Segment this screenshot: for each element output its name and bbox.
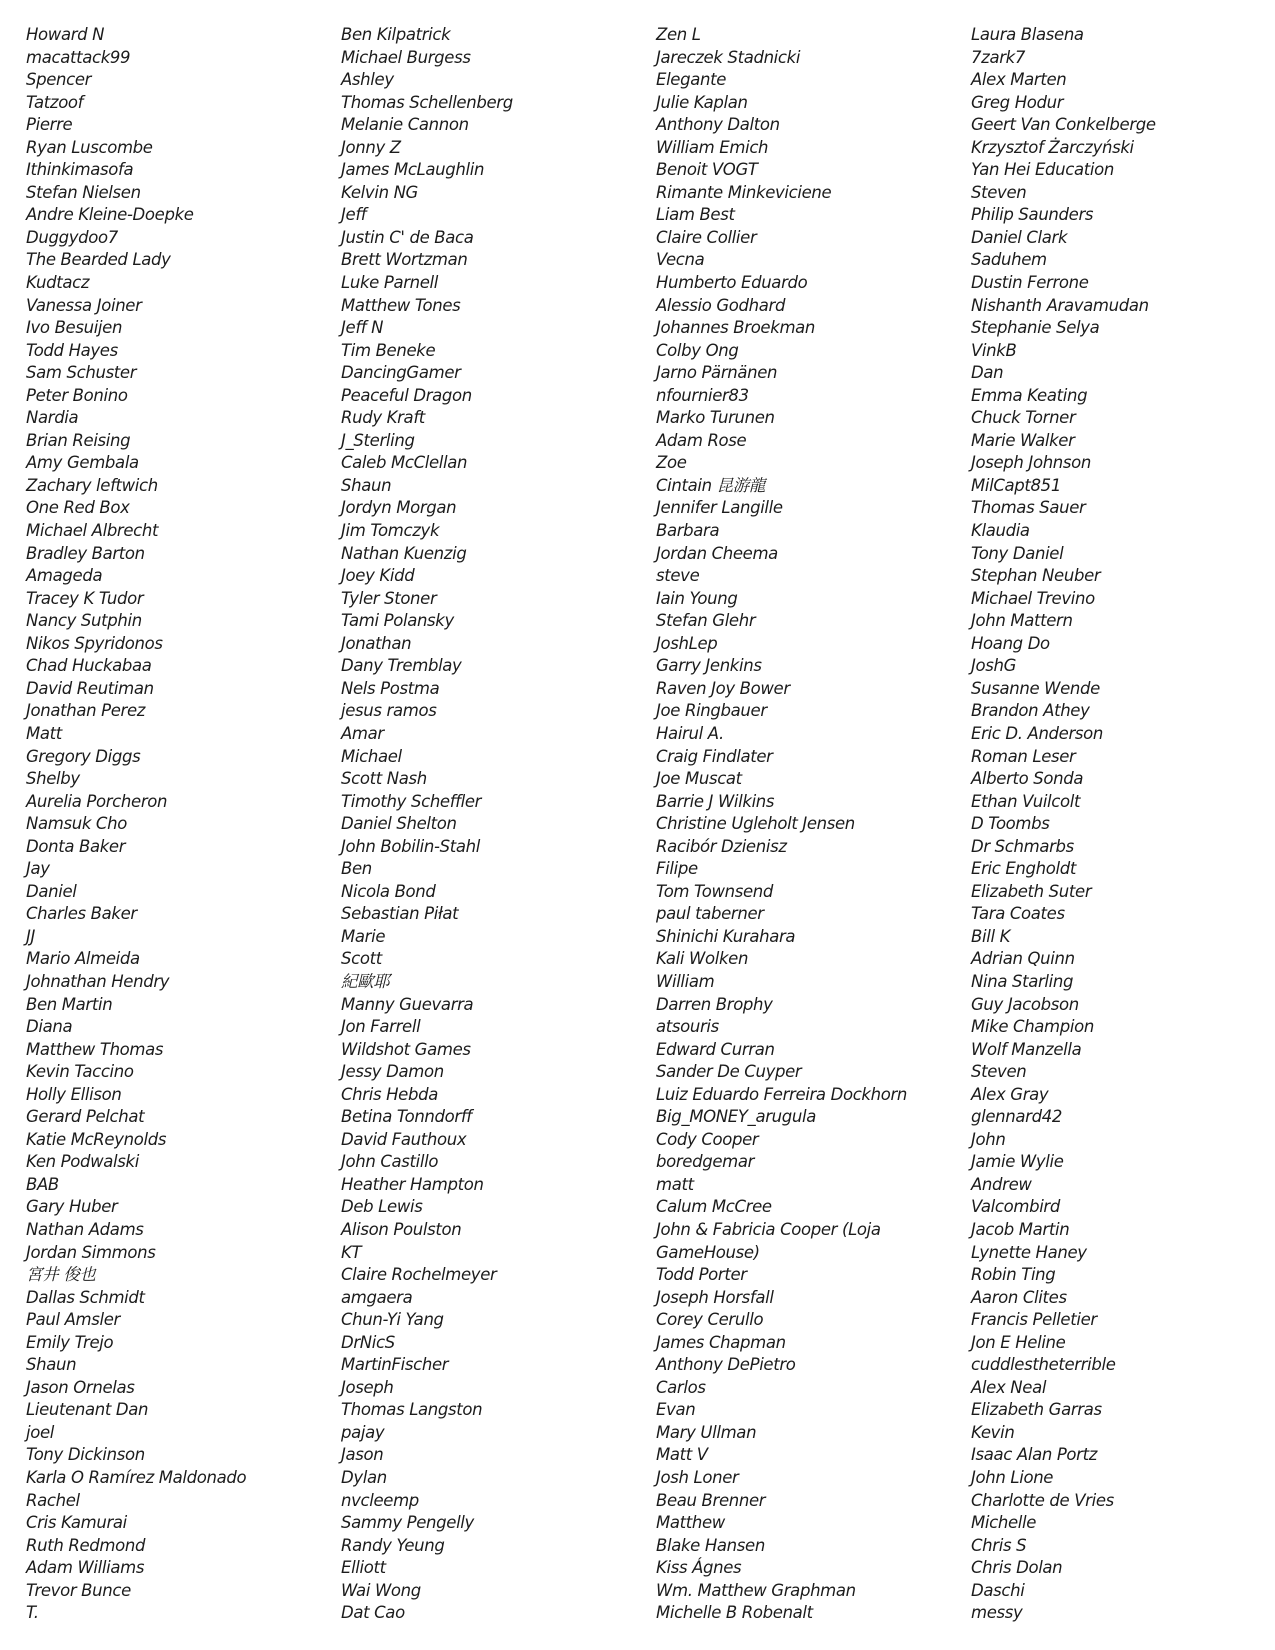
backer-name: boredgemar: [656, 1152, 755, 1172]
backer-name: Jarno Pärnänen: [656, 363, 778, 383]
backer-name: Michael Burgess: [341, 47, 471, 67]
backer-name: Liam Best: [656, 205, 735, 225]
backer-name: Chun-Yi Yang: [341, 1310, 444, 1330]
backer-name: Deb Lewis: [341, 1197, 423, 1217]
backer-name: Dallas Schmidt: [26, 1287, 145, 1307]
backer-name: Rachel: [26, 1490, 80, 1510]
backer-name: Jonny Z: [341, 137, 401, 157]
backer-name: Anthony DePietro: [656, 1355, 796, 1375]
backer-name: Jason: [341, 1445, 384, 1465]
backer-name: Jordyn Morgan: [341, 498, 457, 518]
backer-name: Saduhem: [971, 250, 1047, 270]
backer-name: Darren Brophy: [656, 994, 773, 1014]
backer-name: JoshLep: [656, 633, 718, 653]
backer-name: Hoang Do: [971, 633, 1050, 653]
backer-name: Calum McCree: [656, 1197, 772, 1217]
backer-name: Diana: [26, 1017, 73, 1037]
backer-name: Garry Jenkins: [656, 656, 762, 676]
backer-name: Jareczek Stadnicki: [656, 47, 801, 67]
backer-name: Adrian Quinn: [971, 949, 1075, 969]
backer-name: John: [971, 1129, 1006, 1149]
backer-name: Dylan: [341, 1468, 387, 1487]
backer-name: Ethan Vuilcolt: [971, 791, 1081, 811]
backer-name: Ithinkimasofa: [26, 160, 134, 180]
backer-name: Racibór Dzienisz: [656, 836, 787, 856]
backer-name: Dan: [971, 363, 1004, 383]
backer-name: T.: [26, 1603, 39, 1623]
backer-name: Nishanth Aravamudan: [971, 295, 1149, 315]
backer-name: Matthew Tones: [341, 295, 461, 315]
backer-name: joel: [26, 1422, 55, 1442]
backer-name: Mike Champion: [971, 1017, 1094, 1037]
backer-name: Sebastian Piłat: [341, 904, 459, 924]
backer-name: Chris Hebda: [341, 1084, 438, 1104]
backer-name: Timothy Scheffler: [341, 791, 482, 811]
backer-name: Raven Joy Bower: [656, 678, 790, 698]
backer-name: Namsuk Cho: [26, 814, 127, 834]
backer-name: Thomas Langston: [341, 1400, 483, 1420]
backer-name: Wildshot Games: [341, 1039, 471, 1059]
backer-name: Matt V: [656, 1445, 708, 1465]
backer-name: Zachary leftwich: [26, 475, 158, 495]
backer-name: Charles Baker: [26, 904, 137, 924]
backer-name: Geert Van Conkelberge: [971, 115, 1156, 135]
backer-name: Mario Almeida: [26, 949, 140, 969]
backer-name: James Chapman: [656, 1332, 786, 1352]
backer-name: The Bearded Lady: [26, 250, 171, 270]
backer-name: Luiz Eduardo Ferreira Dockhorn: [656, 1084, 908, 1104]
backer-name: Michelle B Robenalt: [656, 1603, 813, 1623]
backer-name: Daniel: [26, 881, 77, 901]
backer-name: Craig Findlater: [656, 746, 773, 766]
backer-name: Tony Daniel: [971, 543, 1064, 563]
backer-name: Nathan Kuenzig: [341, 543, 467, 563]
backer-name: Justin C' de Baca: [341, 227, 474, 247]
backer-name: Ben: [341, 859, 372, 879]
backer-name: Philip Saunders: [971, 205, 1094, 225]
backer-name: Adam Rose: [656, 430, 747, 450]
backer-name: Peaceful Dragon: [341, 385, 472, 405]
backer-name: 宮井 俊也: [26, 1265, 96, 1285]
backer-name: Chris Dolan: [971, 1558, 1063, 1578]
backer-name: Greg Hodur: [971, 92, 1064, 112]
backer-name: Lynette Haney: [971, 1242, 1087, 1262]
backer-name: Pierre: [26, 115, 73, 135]
backer-name: Vanessa Joiner: [26, 295, 142, 315]
backer-name: Tara Coates: [971, 904, 1065, 924]
backer-name: DrNicS: [341, 1332, 395, 1352]
backer-name: Michelle: [971, 1513, 1037, 1533]
backer-name: Barrie J Wilkins: [656, 791, 775, 811]
backer-name: Nina Starling: [971, 971, 1074, 991]
backer-name: Shaun: [341, 475, 392, 495]
backer-name: Beau Brenner: [656, 1490, 766, 1510]
backer-name: Aaron Clites: [971, 1287, 1067, 1307]
backer-name: Nardia: [26, 408, 79, 428]
backer-name: Dany Tremblay: [341, 656, 462, 676]
backer-name: Benoit VOGT: [656, 160, 758, 180]
backer-name: Alessio Godhard: [656, 295, 786, 315]
backer-name: Nels Postma: [341, 678, 440, 698]
backer-name: Shinichi Kurahara: [656, 926, 796, 946]
backer-name: Roman Leser: [971, 746, 1076, 766]
backer-name: Marie: [341, 926, 386, 946]
backer-name: Matthew Thomas: [26, 1039, 164, 1059]
backer-name: Jay: [26, 859, 50, 879]
backer-name: Holly Ellison: [26, 1084, 122, 1104]
backer-name: Jeff: [341, 205, 367, 225]
backer-name: Alison Poulston: [341, 1219, 462, 1239]
backer-name: Jeff N: [341, 318, 384, 338]
backer-name: J_Sterling: [341, 430, 415, 450]
backer-name: David Reutiman: [26, 678, 154, 698]
backer-name: Big_MONEY_arugula: [656, 1107, 816, 1127]
backer-name: Christine Ugleholt Jensen: [656, 814, 855, 834]
backer-name: Joe Muscat: [656, 769, 742, 789]
backer-name: Cintain 昆游龍: [656, 475, 766, 495]
backer-name: Claire Collier: [656, 227, 757, 247]
backer-name: Matthew: [656, 1513, 725, 1533]
backer-name: Stephanie Selya: [971, 318, 1100, 338]
backer-name: Charlotte de Vries: [971, 1490, 1114, 1510]
backer-name: Nancy Sutphin: [26, 611, 142, 631]
backer-name: Elizabeth Suter: [971, 881, 1092, 901]
backer-name: MartinFischer: [341, 1355, 449, 1375]
backer-name: David Fauthoux: [341, 1129, 467, 1149]
backer-name: Adam Williams: [26, 1558, 145, 1578]
backer-name: Ken Podwalski: [26, 1152, 139, 1172]
backer-name: Anthony Dalton: [656, 115, 780, 135]
backer-name: Johannes Broekman: [656, 318, 816, 338]
backer-name: Gerard Pelchat: [26, 1107, 145, 1127]
backer-name: JoshG: [971, 656, 1017, 676]
backer-name: Iain Young: [656, 588, 738, 608]
backer-name: Joseph Horsfall: [656, 1287, 774, 1307]
backer-name: Shaun: [26, 1355, 77, 1375]
backer-name: Zen L: [656, 25, 701, 44]
names-column-1: [26, 24, 246, 1625]
backer-name: Gregory Diggs: [26, 746, 141, 766]
backer-name: James McLaughlin: [341, 160, 485, 180]
backer-name: Daniel Clark: [971, 227, 1068, 247]
backer-name: Brian Reising: [26, 430, 131, 450]
backer-name: Howard N: [26, 25, 105, 44]
backer-name: Klaudia: [971, 521, 1030, 541]
backer-name: Kevin Taccino: [26, 1062, 134, 1082]
backer-name: JJ: [26, 926, 36, 946]
backer-name: Steven: [971, 182, 1027, 202]
backer-name: Mary Ullman: [656, 1422, 757, 1442]
backer-name: Carlos: [656, 1377, 706, 1397]
backer-name: Nikos Spyridonos: [26, 633, 163, 653]
backer-name: Krzysztof Żarczyński: [971, 137, 1134, 157]
backer-name: Peter Bonino: [26, 385, 128, 405]
backer-name: Eric Engholdt: [971, 859, 1076, 879]
backer-name: Susanne Wende: [971, 678, 1100, 698]
backer-name: Blake Hansen: [656, 1535, 765, 1555]
backer-name: Andrew: [971, 1174, 1032, 1194]
backer-name: Ryan Luscombe: [26, 137, 153, 157]
backer-name: Alberto Sonda: [971, 769, 1084, 789]
backer-name: Ben Martin: [26, 994, 113, 1014]
backer-name: atsouris: [656, 1017, 719, 1037]
backer-name: William: [656, 971, 715, 991]
backer-name: Tony Dickinson: [26, 1445, 145, 1465]
backer-name: Todd Porter: [656, 1265, 747, 1285]
backer-name: Humberto Eduardo: [656, 273, 808, 293]
backer-name: Gary Huber: [26, 1197, 118, 1217]
backer-name: Alex Neal: [971, 1377, 1047, 1397]
backer-name: Caleb McClellan: [341, 453, 468, 473]
backer-name: Tyler Stoner: [341, 588, 437, 608]
backer-name: Elliott: [341, 1558, 386, 1578]
backer-name: Rimante Minkeviciene: [656, 182, 832, 202]
backer-name: Wolf Manzella: [971, 1039, 1082, 1059]
backer-name: Dustin Ferrone: [971, 273, 1089, 293]
backer-name: Jim Tomczyk: [341, 521, 440, 541]
backer-name: John & Fabricia Cooper (Loja: [656, 1219, 881, 1239]
backer-name: Jon Farrell: [341, 1017, 421, 1037]
backer-name: Melanie Cannon: [341, 115, 469, 135]
backer-name: One Red Box: [26, 498, 130, 518]
backer-name: Matt: [26, 723, 62, 743]
backer-name: John Mattern: [971, 611, 1073, 631]
backer-name: Cris Kamurai: [26, 1513, 127, 1533]
backer-name: Betina Tonndorff: [341, 1107, 472, 1127]
backer-name: Joseph: [341, 1377, 394, 1397]
backer-name: Amy Gembala: [26, 453, 139, 473]
backer-name: Joseph Johnson: [971, 453, 1092, 473]
backer-name: Kudtacz: [26, 273, 90, 293]
backer-name: Zoe: [656, 453, 687, 473]
backer-name: Katie McReynolds: [26, 1129, 167, 1149]
backer-name: Scott Nash: [341, 769, 427, 789]
backer-name: Amageda: [26, 566, 103, 586]
backer-name: jesus ramos: [341, 701, 437, 721]
backer-name: William Emich: [656, 137, 769, 157]
backer-name: John Castillo: [341, 1152, 439, 1172]
backer-name: D Toombs: [971, 814, 1050, 834]
backer-name: Isaac Alan Portz: [971, 1445, 1098, 1465]
backer-name: pajay: [341, 1422, 385, 1442]
backer-name: Luke Parnell: [341, 273, 439, 293]
backer-name: Sam Schuster: [26, 363, 137, 383]
names-column-3: [656, 24, 907, 1625]
backer-name: Evan: [656, 1400, 696, 1420]
backer-name: Alex Gray: [971, 1084, 1049, 1104]
backer-name: Emily Trejo: [26, 1332, 114, 1352]
backer-name: Manny Guevarra: [341, 994, 474, 1014]
backer-name: Corey Cerullo: [656, 1310, 764, 1330]
backer-name: macattack99: [26, 47, 131, 67]
backer-name: Thomas Sauer: [971, 498, 1086, 518]
backer-name: Andre Kleine-Doepke: [26, 205, 194, 225]
backer-name: BAB: [26, 1174, 59, 1194]
backer-name: Jessy Damon: [341, 1062, 444, 1082]
backer-name: John Bobilin-Stahl: [341, 836, 480, 856]
backer-name: Karla O Ramírez Maldonado: [26, 1468, 247, 1487]
backer-name: Michael Albrecht: [26, 521, 159, 541]
backer-name: Brett Wortzman: [341, 250, 468, 270]
backer-name: Chad Huckabaa: [26, 656, 152, 676]
backer-name: Michael: [341, 746, 402, 766]
backer-name: Wai Wong: [341, 1580, 421, 1600]
backer-name: Valcombird: [971, 1197, 1060, 1217]
backer-name: Robin Ting: [971, 1265, 1056, 1285]
backer-name: Julie Kaplan: [656, 92, 748, 112]
backer-name: Kelvin NG: [341, 182, 418, 202]
backer-name: Michael Trevino: [971, 588, 1095, 608]
backer-name: Jennifer Langille: [656, 498, 783, 518]
backer-name: VinkB: [971, 340, 1017, 360]
backer-name: Tatzoof: [26, 92, 84, 112]
backer-name: Bradley Barton: [26, 543, 145, 563]
backer-name: Stefan Glehr: [656, 611, 756, 631]
backer-name: KT: [341, 1242, 362, 1262]
backer-name: Jordan Simmons: [26, 1242, 156, 1262]
backer-name: Stefan Nielsen: [26, 182, 141, 202]
names-column-2: [341, 24, 513, 1625]
backer-name: Rudy Kraft: [341, 408, 425, 428]
backer-name: Nicola Bond: [341, 881, 436, 901]
backer-name: Filipe: [656, 859, 698, 879]
backer-name: Ben Kilpatrick: [341, 25, 451, 44]
backer-name: Barbara: [656, 521, 720, 541]
backer-name: Shelby: [26, 769, 80, 789]
backer-name: Dr Schmarbs: [971, 836, 1074, 856]
backer-name: Jamie Wylie: [971, 1152, 1064, 1172]
backer-name: Tracey K Tudor: [26, 588, 144, 608]
backer-name: Eric D. Anderson: [971, 723, 1104, 743]
backer-name: Sammy Pengelly: [341, 1513, 474, 1533]
backer-name: Jordan Cheema: [656, 543, 778, 563]
backer-name: Aurelia Porcheron: [26, 791, 168, 811]
backer-name: Colby Ong: [656, 340, 739, 360]
backer-name: glennard42: [971, 1107, 1062, 1127]
backer-name: steve: [656, 566, 700, 586]
backer-name: Tami Polansky: [341, 611, 454, 631]
backer-name: Daschi: [971, 1580, 1025, 1600]
backer-name: Laura Blasena: [971, 25, 1084, 44]
backer-name: MilCapt851: [971, 475, 1061, 495]
backer-name: messy: [971, 1603, 1023, 1623]
backer-name: Ruth Redmond: [26, 1535, 146, 1555]
backer-name: Tim Beneke: [341, 340, 436, 360]
backer-name: Joe Ringbauer: [656, 701, 767, 721]
backer-name: Jason Ornelas: [26, 1377, 135, 1397]
backer-name: paul taberner: [656, 904, 764, 924]
backer-name: Bill K: [971, 926, 1011, 946]
backer-name: Wm. Matthew Graphman: [656, 1580, 856, 1600]
backer-name: amgaera: [341, 1287, 413, 1307]
backer-name: Jon E Heline: [971, 1332, 1066, 1352]
backer-name: Guy Jacobson: [971, 994, 1079, 1014]
backer-name: Thomas Schellenberg: [341, 92, 513, 112]
backer-name: Randy Yeung: [341, 1535, 445, 1555]
backer-name: Johnathan Hendry: [26, 971, 170, 991]
backer-name: Alex Marten: [971, 70, 1067, 90]
backer-name: Chuck Torner: [971, 408, 1076, 428]
backer-name: Trevor Bunce: [26, 1580, 131, 1600]
backer-name: Ivo Besuijen: [26, 318, 123, 338]
backer-name: Sander De Cuyper: [656, 1062, 802, 1082]
backer-name: Kevin: [971, 1422, 1015, 1442]
backer-name: Spencer: [26, 70, 92, 90]
backer-name: Daniel Shelton: [341, 814, 457, 834]
backer-name: Kiss Ágnes: [656, 1558, 742, 1578]
backer-name: matt: [656, 1174, 694, 1194]
backer-name: nvcleemp: [341, 1490, 419, 1510]
backer-name: Edward Curran: [656, 1039, 775, 1059]
backer-name: Ashley: [341, 70, 394, 90]
backer-name: Steven: [971, 1062, 1027, 1082]
backer-name: John Lione: [971, 1468, 1054, 1487]
backer-name: Elizabeth Garras: [971, 1400, 1102, 1420]
backer-name: Brandon Athey: [971, 701, 1090, 721]
backer-name: Stephan Neuber: [971, 566, 1101, 586]
backer-name: 7zark7: [971, 47, 1026, 67]
backer-name: Nathan Adams: [26, 1219, 144, 1239]
backer-name: Lieutenant Dan: [26, 1400, 149, 1420]
backer-name: Kali Wolken: [656, 949, 749, 969]
backer-name: Emma Keating: [971, 385, 1088, 405]
backer-name: Yan Hei Education: [971, 160, 1114, 180]
backer-name: 紀歐耶: [341, 971, 390, 991]
backer-name: Hairul A.: [656, 723, 724, 743]
backer-name: Marko Turunen: [656, 408, 775, 428]
backer-name: Cody Cooper: [656, 1129, 759, 1149]
backer-name: Vecna: [656, 250, 705, 270]
backer-name: GameHouse): [656, 1242, 760, 1262]
backer-name: Marie Walker: [971, 430, 1075, 450]
backer-name: Duggydoo7: [26, 227, 118, 247]
names-column-4: [971, 24, 1156, 1625]
backer-name: Jacob Martin: [971, 1219, 1070, 1239]
backer-name: Todd Hayes: [26, 340, 118, 360]
backer-name: Chris S: [971, 1535, 1027, 1555]
backer-name: Josh Loner: [656, 1468, 739, 1487]
backer-name: Jonathan: [341, 633, 412, 653]
backer-name: Joey Kidd: [341, 566, 415, 586]
backer-name: cuddlestheterrible: [971, 1355, 1116, 1375]
backer-name: Jonathan Perez: [26, 701, 146, 721]
backer-name: Elegante: [656, 70, 727, 90]
backer-name: Heather Hampton: [341, 1174, 484, 1194]
backer-name: Amar: [341, 723, 384, 743]
backer-name: DancingGamer: [341, 363, 461, 383]
backer-name: Claire Rochelmeyer: [341, 1265, 497, 1285]
backer-name: Paul Amsler: [26, 1310, 120, 1330]
backer-name: Francis Pelletier: [971, 1310, 1097, 1330]
backer-name: Donta Baker: [26, 836, 126, 856]
backer-name: Tom Townsend: [656, 881, 774, 901]
backer-name: nfournier83: [656, 385, 749, 405]
backer-name: Scott: [341, 949, 382, 969]
backer-name: Dat Cao: [341, 1603, 405, 1623]
